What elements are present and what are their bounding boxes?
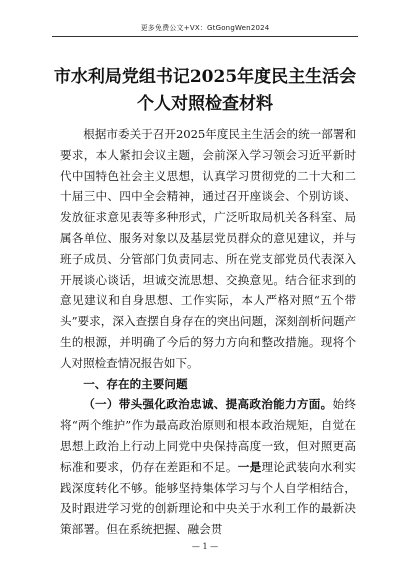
subsection-paragraph — [60, 394, 356, 540]
header-note: 更多免费公文+VX：GtGongWen2024 — [140, 24, 270, 32]
subsection-heading: （一）带头强化政治忠诚、提高政治能力方面。 — [83, 397, 333, 412]
intro-paragraph: 根据市委关于召开2025年度民主生活会的统一部署和要求，本人紧扣会议主题，会前深入学习领会习近平新时代中国特色社会主义思想，认真学习贯彻党的二十大和二十届三中、四中全会精神，通过召开座谈会、个别访谈、发放征求意见表等多种形式，广泛听取局机关各科室、局属各单位、服务对象以及基层党员群众的意见建议，并与班子成员、分管部门负责同志、所在党支部党员代表深入开展谈心谈话，坦诚交流思想、交换意见。结合征求到的意见建议和自身思想、工作实际，本人严格对照“五个带头”要求，深入查摆自身存在的突出问题，深刻剖析问题产生的根源，并明确了今后的努力方向和整改措施。现将个人对照检查情况报告如下。 — [60, 127, 356, 370]
document-title-line2: 个人对照检查材料 — [137, 94, 273, 114]
document-body — [60, 124, 356, 540]
document-title-line1: 市水利局党组书记2025年度民主生活会 — [53, 67, 357, 87]
section-heading: 一、存在的主要问题 — [83, 376, 188, 391]
page-number: — 1 — — [191, 542, 219, 551]
point-marker: 一是 — [237, 459, 262, 474]
header-divider — [52, 36, 358, 37]
subsection-text-b: 理论武装向水利实践深度转化不够。能够坚持集体学习与个人自学相结合，及时跟进学习党的创新理论和中央关于水利工作的最新决策部署。但在系统把握、融会贯 — [60, 459, 356, 537]
subsection-text-a: 始终将“两个维护”作为最高政治原则和根本政治规矩，自觉在思想上政治上行动上同党中央保持高度一致，但对照更高标准和要求，仍存在差距和不足。 — [60, 397, 356, 474]
